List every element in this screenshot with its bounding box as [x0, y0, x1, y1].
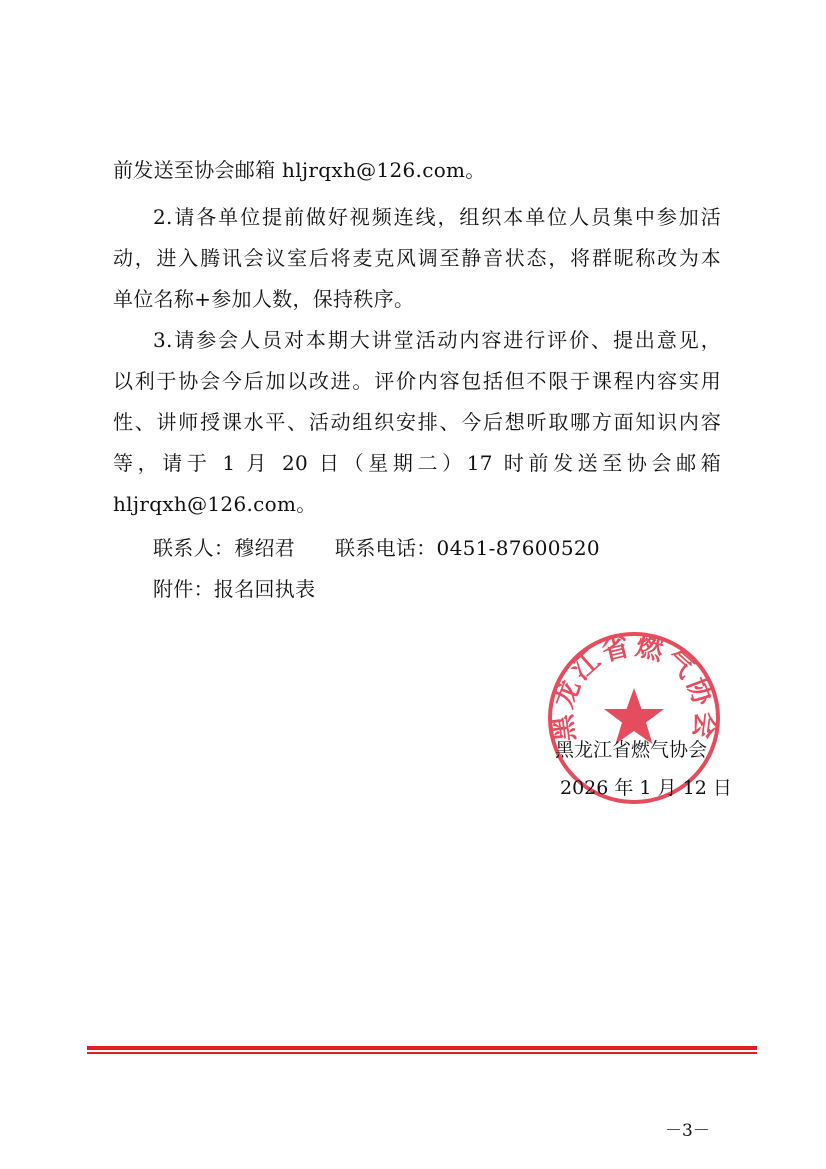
body-line-9: hljrqxh@126.com。 — [113, 492, 317, 516]
body-line-1: 前发送至协会邮箱 hljrqxh@126.com。 — [113, 158, 486, 182]
body-line-4: 单位名称+参加人数，保持秩序。 — [113, 287, 415, 311]
body-line-5: 3.请参会人员对本期大讲堂活动内容进行评价、提出意见， — [153, 328, 721, 352]
body-line-8: 等，请于 1 月 20 日（星期二）17 时前发送至协会邮箱 — [113, 451, 721, 475]
footer-rule-thin — [87, 1052, 757, 1054]
contact-line: 联系人：穆绍君 联系电话：0451-87600520 — [153, 536, 600, 560]
body-line-2: 2.请各单位提前做好视频连线，组织本单位人员集中参加活 — [153, 205, 721, 229]
body-line-3: 动，进入腾讯会议室后将麦克风调至静音状态，将群昵称改为本 — [113, 246, 721, 270]
body-line-6: 以利于协会今后加以改进。评价内容包括但不限于课程内容实用 — [113, 369, 721, 393]
signature-org: 黑龙江省燃气协会 — [555, 739, 708, 761]
signature-date: 2026 年 1 月 12 日 — [560, 777, 732, 799]
star-icon — [604, 688, 664, 744]
page-number: －3－ — [665, 1121, 710, 1141]
attachment-line: 附件：报名回执表 — [153, 577, 316, 601]
body-line-7: 性、讲师授课水平、活动组织安排、今后想听取哪方面知识内容 — [113, 410, 721, 434]
footer-rule-thick — [87, 1046, 757, 1050]
svg-text:黑龙江省燃气协会: 黑龙江省燃气协会 — [546, 630, 722, 744]
